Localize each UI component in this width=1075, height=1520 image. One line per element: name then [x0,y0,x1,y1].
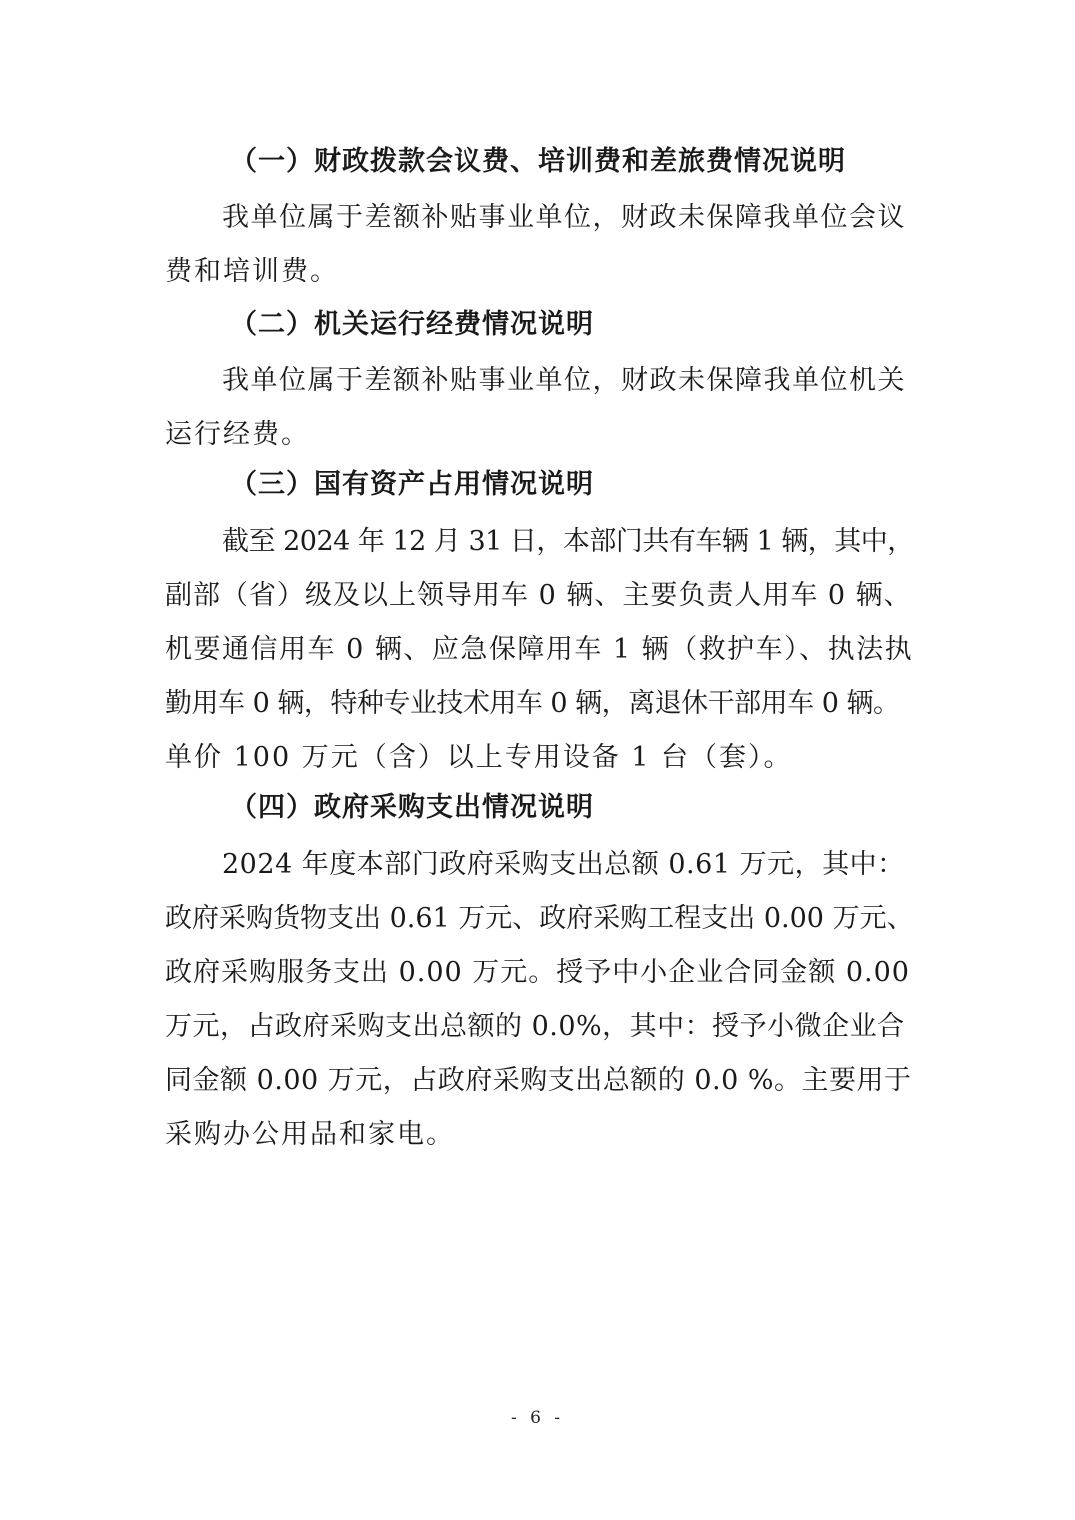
paragraph-line: 2024 年度本部门政府采购支出总额 0.61 万元，其中： [222,849,905,880]
section-heading-1: （一）财政拨款会议费、培训费和差旅费情况说明 [230,146,846,177]
paragraph-line: 同金额 0.00 万元，占政府采购支出总额的 0.0 %。主要用于 [165,1065,912,1096]
section-body-2 [165,354,915,462]
paragraph-line: 万元，占政府采购支出总额的 0.0%，其中：授予小微企业合 [165,1011,905,1042]
paragraph-line: 我单位属于差额补贴事业单位，财政未保障我单位会议 [222,202,906,233]
paragraph-line: 政府采购服务支出 0.00 万元。授予中小企业合同金额 0.00 [165,957,910,988]
paragraph-line: 政府采购货物支出 0.61 万元、政府采购工程支出 0.00 万元、 [165,903,914,934]
section-body-1 [165,191,915,299]
paragraph-line: 机要通信用车 0 辆、应急保障用车 1 辆（救护车）、执法执 [165,634,914,665]
paragraph-line: 采购办公用品和家电。 [165,1119,455,1150]
page-number: - 6 - [510,1408,565,1428]
paragraph-line: 运行经费。 [165,419,310,450]
paragraph-line: 副部（省）级及以上领导用车 0 辆、主要负责人用车 0 辆、 [165,580,912,611]
paragraph-line: 我单位属于差额补贴事业单位，财政未保障我单位机关 [222,365,906,396]
section-heading-2: （二）机关运行经费情况说明 [230,309,594,340]
paragraph-line: 截至 2024 年 12 月 31 日，本部门共有车辆 1 辆，其中， [222,526,914,557]
section-heading-3: （三）国有资产占用情况说明 [230,469,594,500]
paragraph-line: 单价 100 万元（含）以上专用设备 1 台（套）。 [165,742,793,773]
paragraph-line: 费和培训费。 [165,256,339,287]
section-body-4 [165,838,915,1162]
section-body-3 [165,515,915,785]
paragraph-line: 勤用车 0 辆，特种专业技术用车 0 辆，离退休干部用车 0 辆。 [165,688,900,719]
section-heading-4: （四）政府采购支出情况说明 [230,792,594,823]
